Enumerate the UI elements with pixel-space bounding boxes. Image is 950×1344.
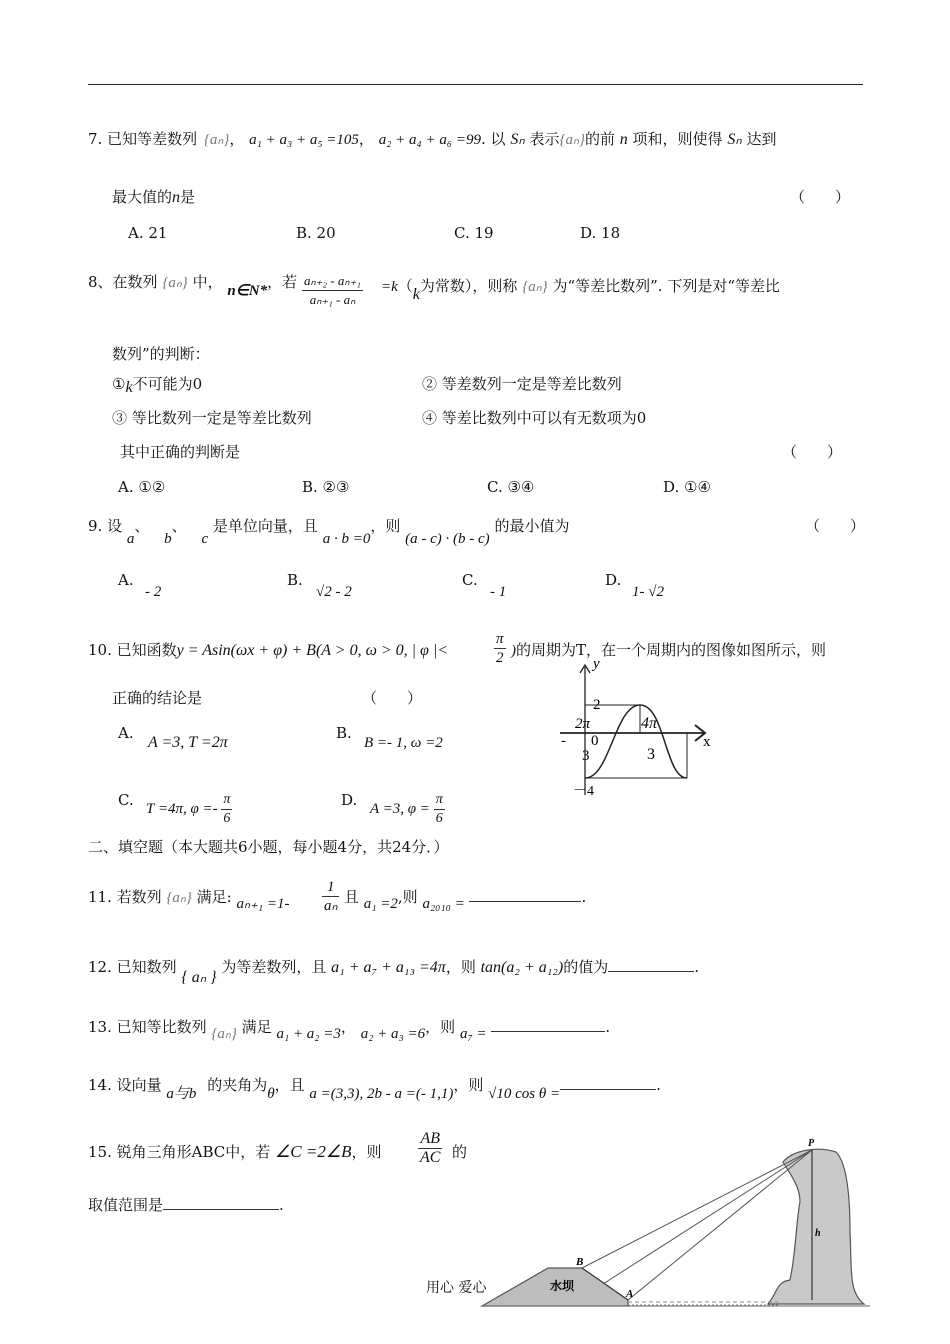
q10-option-c xyxy=(146,791,232,828)
q7-text: 是 xyxy=(180,188,196,206)
q8-line1-rest xyxy=(381,276,781,303)
q12-text: 12. 已知数列 xyxy=(88,958,177,976)
graph-left-minus: - xyxy=(561,733,566,749)
q10-text: 的周期为T，在一个周期内的图像如图所示，则 xyxy=(516,641,827,659)
q14-theta: θ xyxy=(267,1086,275,1102)
q12-cond: a₁ + a₇ + a₁₃ =4π xyxy=(331,959,446,976)
q8-option-c: C. ③④ xyxy=(487,478,535,496)
q7-answer-bracket: （ ） xyxy=(790,188,851,206)
q13-text: 满足 xyxy=(241,1018,272,1036)
q8-text: 为“等差比数列”. 下列是对“等差比 xyxy=(552,277,781,295)
q11-text: ,则 xyxy=(397,888,418,906)
q10-optd-text: A =3, φ = xyxy=(370,800,430,817)
q8-eqk: =k xyxy=(381,279,398,295)
q10-frac-num: π xyxy=(496,631,504,647)
q13-text: ， xyxy=(340,1018,356,1036)
q11-cond: a₁ =2 xyxy=(363,896,398,912)
q8-option-b: B. ②③ xyxy=(302,478,350,496)
q10-option-d xyxy=(370,791,445,828)
q15-text: 取值范围是 xyxy=(88,1196,164,1214)
q15-line2 xyxy=(88,1195,284,1215)
q8-seq: {aₙ} xyxy=(162,275,188,291)
q14-text: . xyxy=(656,1076,661,1094)
q10-line2: 正确的结论是 xyxy=(112,689,203,707)
q7-eq2: a₂ + a₄ + a₆ =99 xyxy=(378,132,481,148)
q8-option-a: A. ①② xyxy=(118,478,166,496)
q15-text: ，则 xyxy=(351,1143,382,1161)
q7-option-c: C. 19 xyxy=(454,224,494,242)
q15-frac-num: AB xyxy=(418,1130,442,1149)
q11-target: a₂₀₁₀ = xyxy=(422,896,465,912)
graph-right-num: 4π xyxy=(641,715,658,732)
q8-text: 中， xyxy=(192,273,223,291)
q9-text: ，则 xyxy=(370,517,401,535)
q13-text: 13. 已知等比数列 xyxy=(88,1018,207,1036)
q8-option-d: D. ①④ xyxy=(663,478,711,496)
q13-answer-blank[interactable] xyxy=(491,1017,605,1032)
graph-top-label: 2 xyxy=(593,697,601,713)
q15-fraction xyxy=(418,1130,442,1167)
figure-point-b: B xyxy=(576,1256,584,1268)
q15-frac xyxy=(418,1130,442,1167)
q7-eq1: a₁ + a₃ + a₅ =105 xyxy=(249,132,359,148)
graph-left-zero: 0 xyxy=(591,733,599,749)
q10-sine-graph xyxy=(555,655,725,800)
q7-sep: ， xyxy=(229,130,245,148)
q7-seq: {aₙ} xyxy=(203,132,230,148)
q10-optd-num: π xyxy=(434,791,445,810)
q10-optd-frac xyxy=(434,791,445,828)
q8-ask: 其中正确的判断是 xyxy=(120,443,241,461)
q9-text: 9. 设 xyxy=(88,517,123,535)
q13-cond2: a₂ + a₃ =6 xyxy=(360,1026,426,1042)
q8-judgement-4: ④ 等差比数列中可以有无数项为0 xyxy=(422,409,647,427)
graph-left-num: 2π xyxy=(575,716,591,732)
figure-point-a: A xyxy=(626,1288,634,1300)
q13-seq: {aₙ} xyxy=(211,1026,237,1042)
q11-text: 且 xyxy=(344,888,360,906)
q13-cond1: a₁ + a₂ =3 xyxy=(276,1026,341,1042)
q9-option-a: - 2 xyxy=(145,584,162,600)
q10-func: y = Asin(ωx + φ) + B(A > 0, ω > 0, | φ |< xyxy=(176,642,449,659)
q9-option-b: √2 - 2 xyxy=(316,584,352,600)
q9-dot: a · b =0 xyxy=(322,531,371,547)
q9-text: 的最小值为 xyxy=(494,517,570,535)
q11-fraction xyxy=(322,878,339,915)
q7-n: n xyxy=(619,131,628,148)
q15-answer-blank[interactable] xyxy=(163,1195,279,1210)
footer-text: 用心 爱心 xyxy=(426,1280,487,1296)
q10-frac-den: 2 xyxy=(496,650,504,666)
q10-optc-text: T =4π, φ =- xyxy=(146,800,218,817)
q10-optc-num: π xyxy=(221,791,232,810)
q11-frac-num: 1 xyxy=(322,878,339,897)
q12-text: 为等差数列，且 xyxy=(221,958,327,976)
q7-line2 xyxy=(112,187,195,208)
q13-target: a₇ = xyxy=(459,1026,487,1042)
q8-text: 为常数），则称 xyxy=(419,277,518,295)
q8-judgement-2: ② 等差数列一定是等差比数列 xyxy=(422,375,622,393)
q14-text: ，则 xyxy=(453,1076,484,1094)
dam-cliff-figure xyxy=(478,1132,870,1310)
graph-x-label: x xyxy=(703,734,711,750)
q8-text: 8、在数列 xyxy=(88,273,158,291)
q10-optc-frac xyxy=(221,791,232,828)
q10-option-c-label: C. xyxy=(118,791,134,809)
q9-expr: (a - c) · (b - c) xyxy=(405,531,490,547)
q14-answer-blank[interactable] xyxy=(560,1075,656,1090)
q14-expr: √10 cos θ = xyxy=(488,1086,561,1102)
graph-bottom-label: －4 xyxy=(573,784,594,799)
q9-option-c: - 1 xyxy=(490,584,507,600)
q14-text: 14. 设向量 xyxy=(88,1076,162,1094)
q15-line1 xyxy=(88,1142,381,1162)
q10-text: 10. 已知函数 xyxy=(88,641,177,659)
q10-pi-frac xyxy=(494,630,506,667)
q13-text: ，则 xyxy=(425,1018,456,1036)
q7-option-a: A. 21 xyxy=(128,224,168,242)
q7-sep: ， xyxy=(358,130,374,148)
q11-answer-blank[interactable] xyxy=(469,887,581,902)
figure-height-h: h xyxy=(815,1228,821,1239)
q8-fraction xyxy=(302,272,363,309)
q7-n: n xyxy=(172,189,181,206)
q11-lhs: aₙ₊₁ =1- xyxy=(236,896,290,912)
q8-text: （ xyxy=(397,277,413,295)
q12-expr: tan(a₂ + a₁₂) xyxy=(480,959,564,976)
q9-option-b-label: B. xyxy=(287,571,303,589)
graph-right-den: 3 xyxy=(647,746,655,763)
figure-point-p: P xyxy=(808,1138,815,1149)
q8-judgement-1 xyxy=(112,374,202,395)
q8-frac xyxy=(302,272,363,309)
q8-text: 不可能为0 xyxy=(132,375,203,393)
q10-option-b-label: B. xyxy=(336,724,352,742)
q11-rest xyxy=(344,887,587,912)
q8-line2: 数列”的判断： xyxy=(112,345,210,363)
q7-Sn: Sₙ xyxy=(510,131,525,148)
q9-answer-bracket: （ ） xyxy=(805,517,866,535)
q10-option-a: A =3, T =2π xyxy=(148,734,228,751)
q8-answer-bracket: （ ） xyxy=(782,443,843,461)
q15-text: . xyxy=(279,1196,284,1214)
q11-text: . xyxy=(581,888,587,906)
figure-dam-label: 水坝 xyxy=(550,1279,575,1293)
q7-text: 的前 xyxy=(584,130,615,148)
q10-line1 xyxy=(88,640,448,661)
q8-seq: {aₙ} xyxy=(522,279,548,295)
q14-line xyxy=(88,1075,661,1102)
q15-tail: 的 xyxy=(452,1143,468,1161)
q7-text: . 以 xyxy=(480,130,506,148)
q7-text: 项和，则使得 xyxy=(632,130,723,148)
q7-option-b: B. 20 xyxy=(296,224,336,242)
q7-seq: {aₙ} xyxy=(559,132,585,148)
q9-option-d: 1- √2 xyxy=(632,584,664,600)
q9-text: 、 xyxy=(171,517,187,535)
q7-text: 最大值的 xyxy=(112,188,173,206)
q12-text: ，则 xyxy=(445,958,476,976)
q9-vec-a: a xyxy=(126,531,135,547)
q10-optc-den: 6 xyxy=(223,811,231,826)
q11-line xyxy=(88,887,290,912)
q14-text: 的夹角为 xyxy=(207,1076,268,1094)
q8-text: ，若 xyxy=(267,273,298,291)
q10-optd-den: 6 xyxy=(435,811,443,826)
graph-left-den: 3 xyxy=(582,748,590,764)
q9-option-d-label: D. xyxy=(605,571,622,589)
q13-text: . xyxy=(605,1018,611,1036)
q8-k: k xyxy=(412,286,420,303)
section-2-title: 二、填空题（本大题共6小题，每小题4分，共24分．） xyxy=(88,838,449,856)
q8-text: ① xyxy=(112,375,126,393)
q15-frac-den: AC xyxy=(420,1149,441,1166)
q8-k: k xyxy=(125,379,133,396)
graph-y-label: y xyxy=(593,656,600,672)
q7-Sn: Sₙ xyxy=(727,131,742,148)
q10-option-b: B =- 1, ω =2 xyxy=(364,735,443,751)
q9-text: 是单位向量，且 xyxy=(212,517,318,535)
q8-line1 xyxy=(88,272,298,299)
q13-line xyxy=(88,1017,611,1042)
q15-cond: ∠C =2∠B xyxy=(275,1142,352,1161)
q7-option-d: D. 18 xyxy=(580,224,621,242)
q14-vec: a与b xyxy=(166,1086,197,1102)
q11-text: 11. 若数列 xyxy=(88,888,162,906)
q10-frac xyxy=(494,630,506,667)
q15-text: 15. 锐角三角形ABC中，若 xyxy=(88,1143,271,1161)
q9-text: 、 xyxy=(134,517,150,535)
q9-vec-b: b xyxy=(164,531,172,547)
q9-option-a-label: A. xyxy=(118,571,134,589)
q9-option-c-label: C. xyxy=(462,571,478,589)
q10-text: ) xyxy=(511,643,516,659)
q11-text: 满足: xyxy=(196,888,232,906)
q11-frac-den: aₙ xyxy=(324,898,338,914)
header-rule xyxy=(88,84,863,85)
q12-seq: { aₙ } xyxy=(181,969,217,986)
q8-frac-den: aₙ₊₁ - aₙ xyxy=(309,292,356,307)
q14-text: ，且 xyxy=(274,1076,305,1094)
q12-text: 的值为 xyxy=(563,958,609,976)
q10-option-a-label: A. xyxy=(118,724,134,742)
q9-vec-c: c xyxy=(201,531,209,547)
q14-cond: a =(3,3), 2b - a =(- 1,1) xyxy=(309,1086,454,1102)
q12-line xyxy=(88,957,699,986)
q8-frac-num: aₙ₊₂ - aₙ₊₁ xyxy=(302,272,363,291)
q7-text: 表示 xyxy=(529,130,560,148)
q10-answer-bracket: （ ） xyxy=(362,689,423,707)
q10-option-d-label: D. xyxy=(341,791,358,809)
q12-answer-blank[interactable] xyxy=(608,957,694,972)
q7-text: 7. 已知等差数列 xyxy=(88,130,198,148)
q8-judgement-3: ③ 等比数列一定是等差比数列 xyxy=(112,409,312,427)
q11-seq: {aₙ} xyxy=(166,890,192,906)
q7-line1 xyxy=(88,129,777,150)
q9-line1 xyxy=(88,516,570,547)
q8-nset: n∈N* xyxy=(227,283,268,299)
q12-text: . xyxy=(694,958,699,976)
q11-frac xyxy=(322,878,339,915)
q7-text: 达到 xyxy=(746,130,777,148)
